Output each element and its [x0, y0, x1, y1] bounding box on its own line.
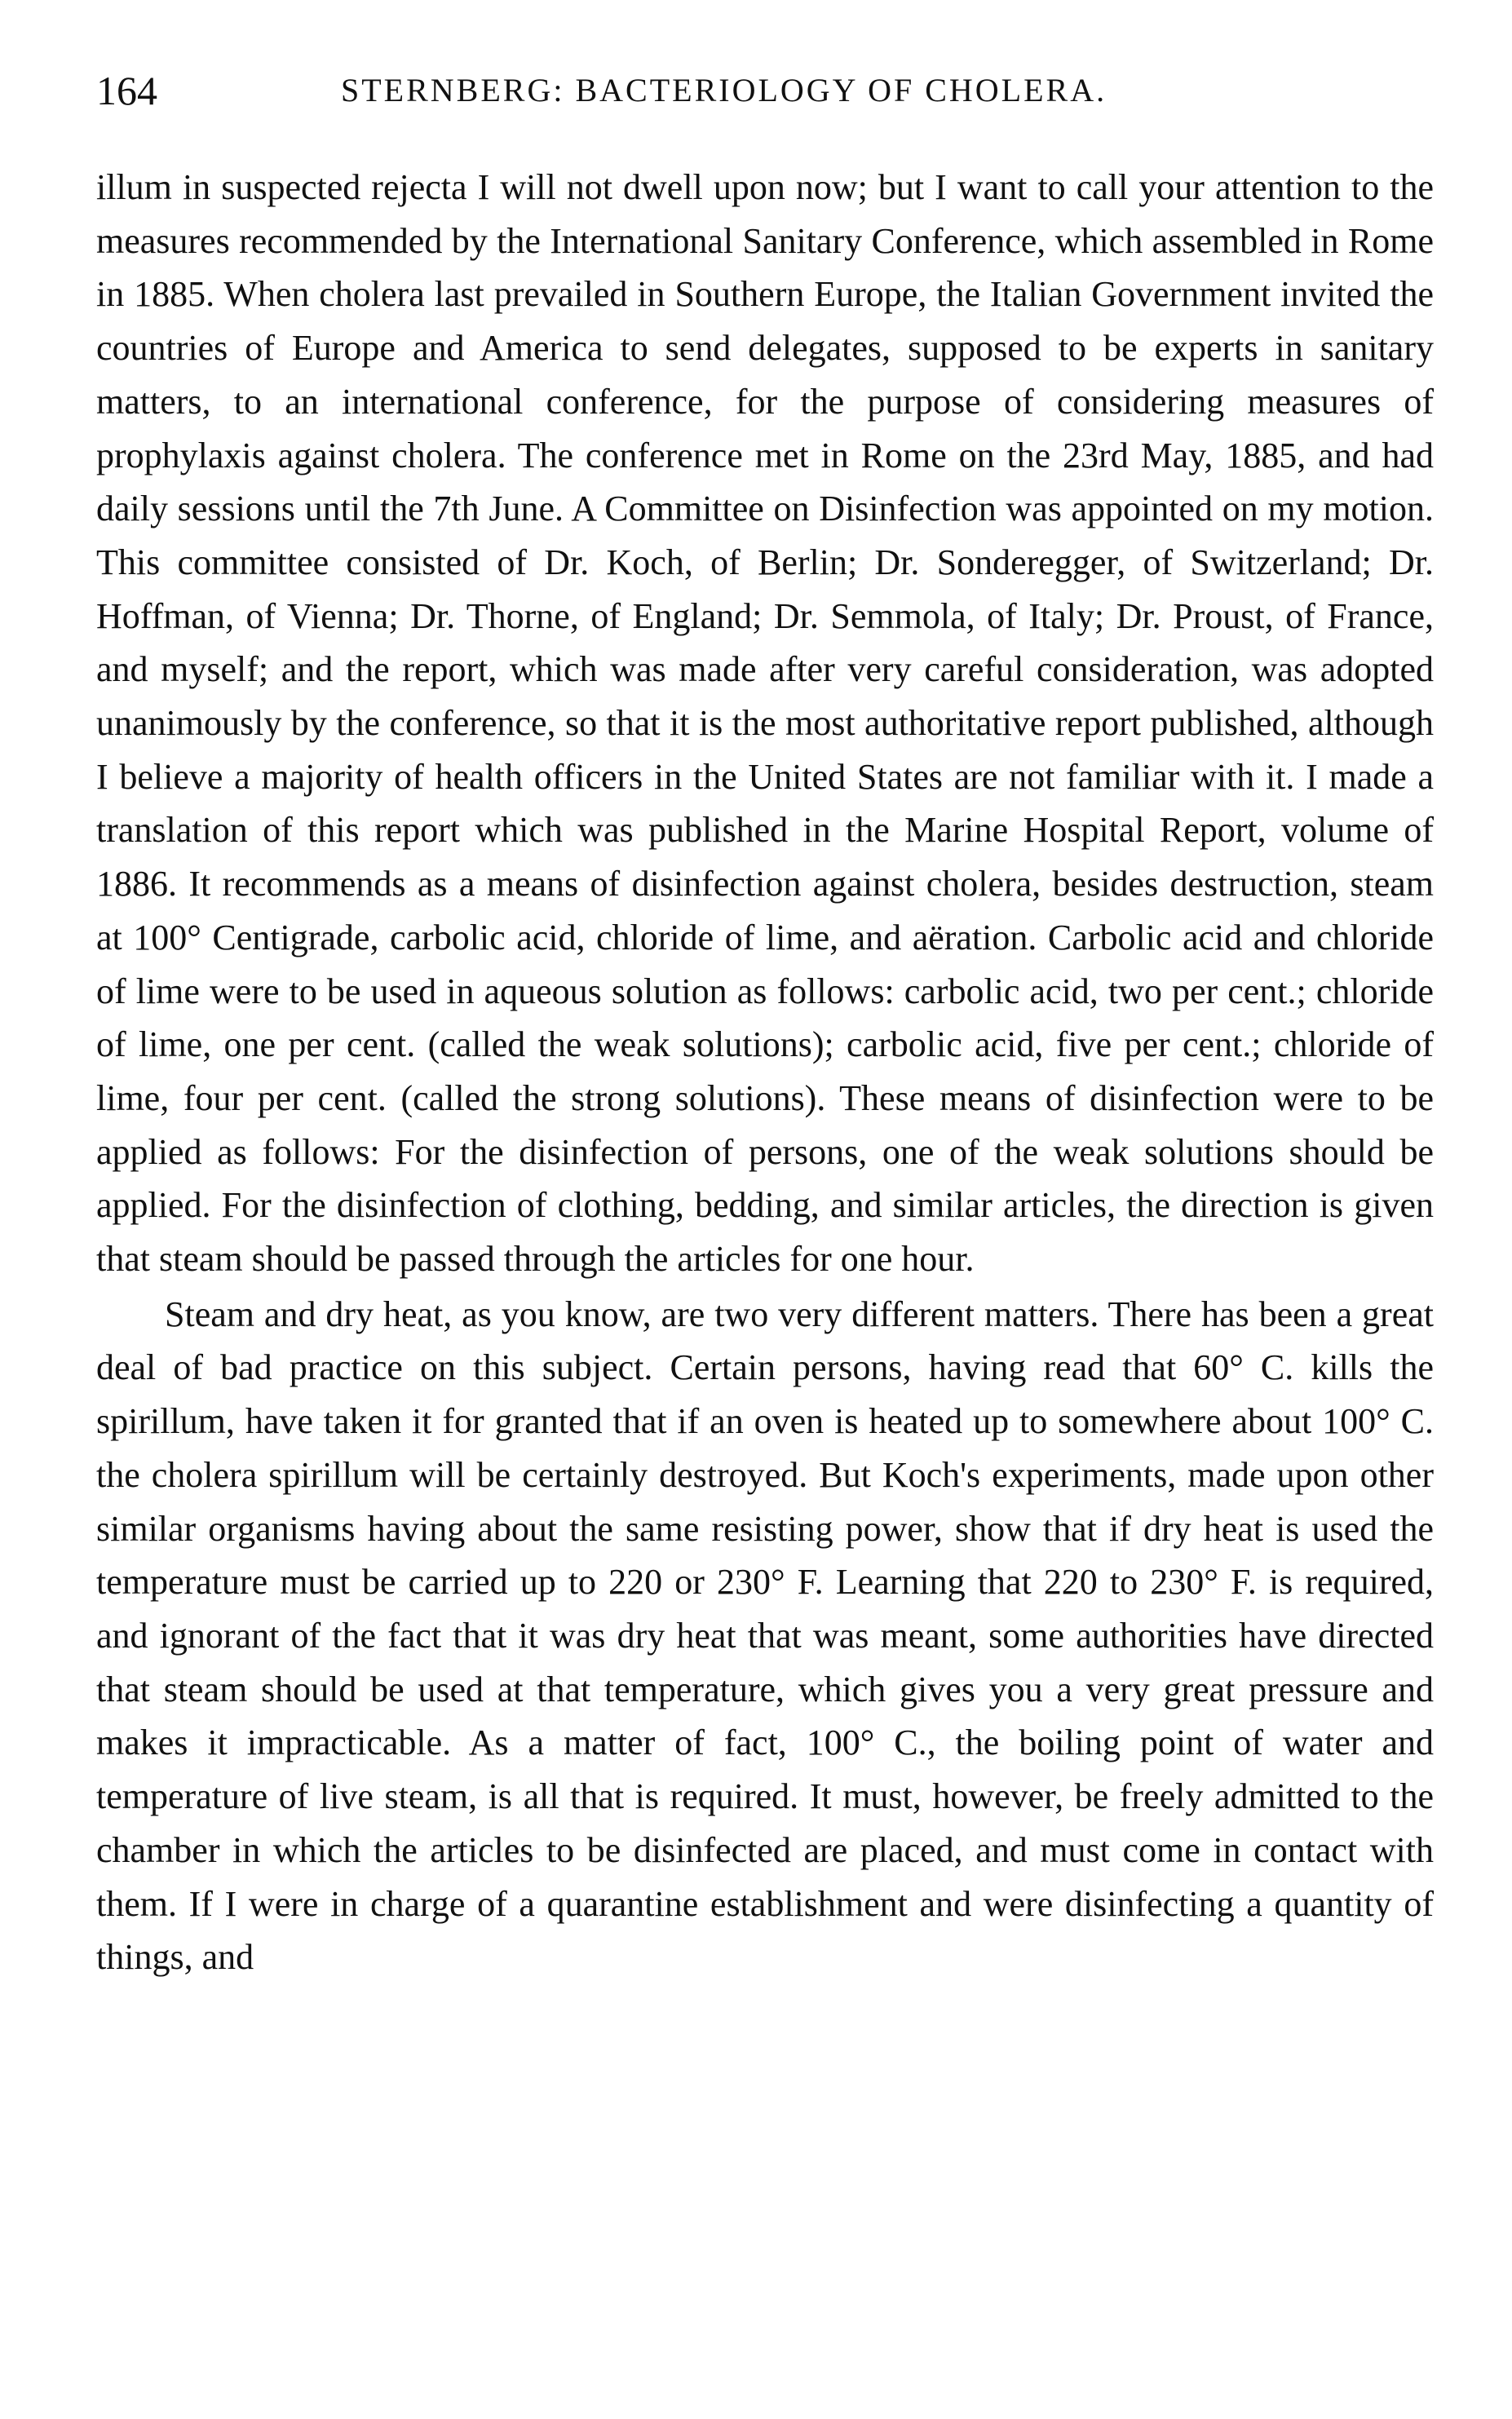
page-number: 164 — [96, 68, 157, 113]
running-head — [96, 62, 1434, 119]
paragraph-1: illum in suspected rejecta I will not dwell upon now; but I want to call your attention to the measures recommended by the International Sanitary Conference, which assembled in Rome in 1885. When cholera last prevailed in Southern Europe, the Italian Government invited the countries of Europe and America to send delegates, supposed to be experts in sanitary matters, to an international conference, for the purpose of considering measures of prophylaxis against cholera. The conference met in Rome on the 23rd May, 1885, and had daily sessions until the 7th June. A Committee on Disinfection was appointed on my motion. This committee consisted of Dr. Koch, of Berlin; Dr. Sonderegger, of Switzerland; Dr. Hoffman, of Vienna; Dr. Thorne, of England; Dr. Semmola, of Italy; Dr. Proust, of France, and myself; and the report, which was made after very careful consideration, was adopted unanimously by the conference, so that it is the most authoritative report published, although I believe a majority of health officers in the United States are not familiar with it. I made a translation of this report which was published in the Marine Hospital Report, volume of 1886. It recommends as a means of disinfection against cholera, besides destruction, steam at 100° Centigrade, carbolic acid, chloride of lime, and aëration. Carbolic acid and chloride of lime were to be used in aqueous solution as follows: carbolic acid, two per cent.; chloride of lime, one per cent. (called the weak solutions); carbolic acid, five per cent.; chloride of lime, four per cent. (called the strong solutions). These means of disinfection were to be applied as follows: For the disinfection of persons, one of the weak solutions should be applied. For the disinfection of clothing, bedding, and similar articles, the direction is given that steam should be passed through the articles for one hour. — [96, 167, 1434, 1280]
body-text — [96, 161, 1434, 1984]
paragraph-2: Steam and dry heat, as you know, are two very different matters. There has been a great deal of bad practice on this subject. Certain persons, having read that 60° C. kills the spirillum, have taken it for granted that if an oven is heated up to somewhere about 100° C. the cholera spirillum will be certainly destroyed. But Koch's experiments, made upon other similar organisms having about the same resisting power, show that if dry heat is used the temperature must be carried up to 220 or 230° F. Learning that 220 to 230° F. is required, and ignorant of the fact that it was dry heat that was meant, some authorities have directed that steam should be used at that temperature, which gives you a very great pressure and makes it impracticable. As a matter of fact, 100° C., the boiling point of water and temperature of live steam, is all that is required. It must, however, be freely admitted to the chamber in which the articles to be disinfected are placed, and must come in contact with them. If I were in charge of a quarantine establishment and were disinfecting a quantity of things, and — [96, 1294, 1434, 1978]
running-title: STERNBERG: BACTERIOLOGY OF CHOLERA. — [341, 72, 1107, 108]
